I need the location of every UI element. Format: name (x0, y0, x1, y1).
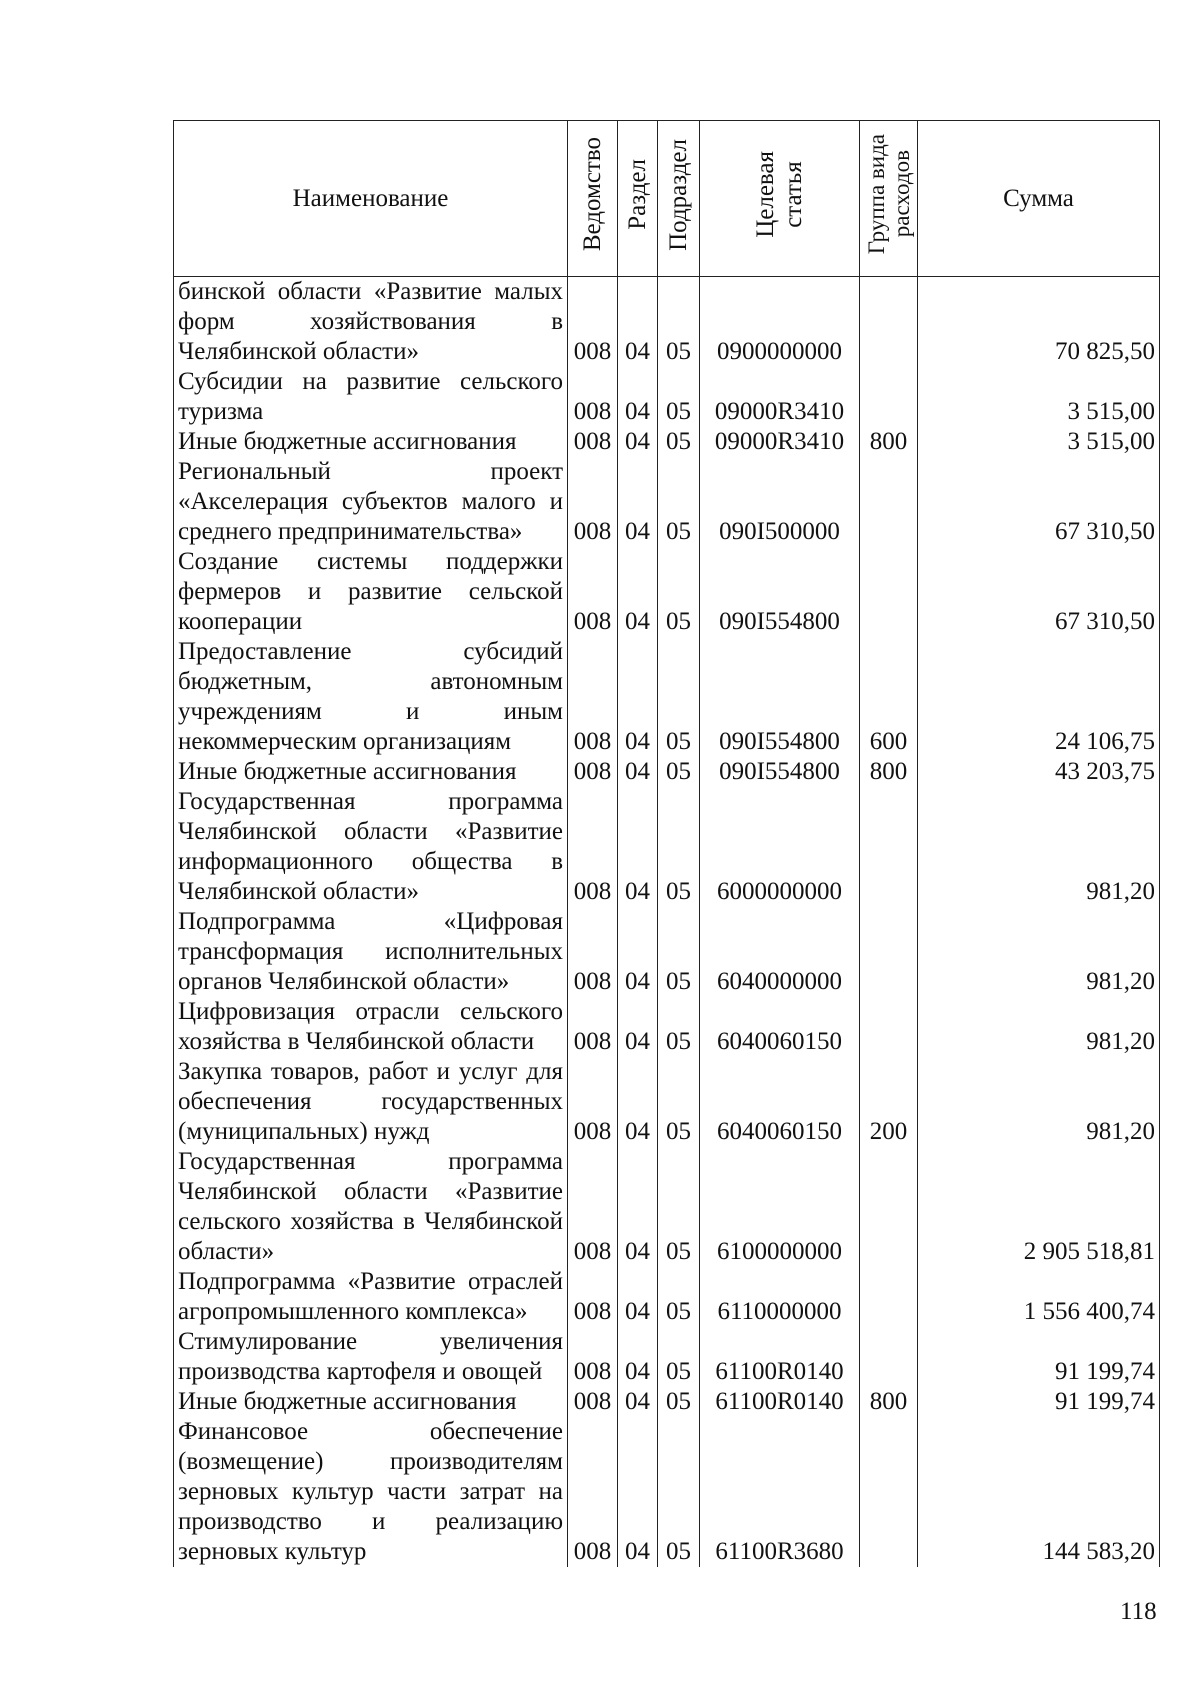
table-row (174, 1327, 1160, 1387)
cell-razdel: 04 (618, 1057, 658, 1147)
cell-target-article: 6100000000 (700, 1147, 860, 1267)
cell-target-article: 61100R0140 (700, 1327, 860, 1387)
cell-name: Подпрограмма «Цифровая трансформация исполнительных органов Челябинской области» (174, 907, 568, 997)
cell-podrazdel: 05 (658, 1387, 700, 1417)
budget-table (173, 120, 1160, 1567)
cell-target-article: 09000R3410 (700, 367, 860, 427)
cell-podrazdel: 05 (658, 1327, 700, 1387)
header-target-article: Целевая статья (700, 121, 860, 277)
cell-vedomstvo: 008 (568, 907, 618, 997)
cell-name: Подпрограмма «Развитие отраслей агропромышленного комплекса» (174, 1267, 568, 1327)
cell-podrazdel: 05 (658, 757, 700, 787)
cell-name: Финансовое обеспечение (возмещение) производителям зерновых культур части затрат на производство и реализацию зерновых культур (174, 1417, 568, 1567)
cell-target-article: 6040000000 (700, 907, 860, 997)
cell-expense-group (860, 1327, 918, 1387)
cell-expense-group (860, 1267, 918, 1327)
cell-podrazdel: 05 (658, 787, 700, 907)
cell-sum: 144 583,20 (918, 1417, 1160, 1567)
cell-sum: 981,20 (918, 997, 1160, 1057)
cell-expense-group: 600 (860, 637, 918, 757)
cell-razdel: 04 (618, 1417, 658, 1567)
cell-razdel: 04 (618, 547, 658, 637)
cell-target-article: 0900000000 (700, 277, 860, 368)
cell-expense-group (860, 787, 918, 907)
cell-vedomstvo: 008 (568, 547, 618, 637)
page-number: 118 (1120, 1598, 1157, 1625)
cell-razdel: 04 (618, 1327, 658, 1387)
cell-target-article: 6040060150 (700, 997, 860, 1057)
cell-podrazdel: 05 (658, 367, 700, 427)
cell-target-article: 090I554800 (700, 547, 860, 637)
cell-expense-group (860, 997, 918, 1057)
cell-sum: 3 515,00 (918, 427, 1160, 457)
cell-razdel: 04 (618, 787, 658, 907)
cell-podrazdel: 05 (658, 1267, 700, 1327)
cell-sum: 91 199,74 (918, 1327, 1160, 1387)
cell-vedomstvo: 008 (568, 367, 618, 427)
cell-name: Иные бюджетные ассигнования (174, 427, 568, 457)
cell-expense-group (860, 907, 918, 997)
table-row (174, 787, 1160, 907)
cell-sum: 3 515,00 (918, 367, 1160, 427)
cell-vedomstvo: 008 (568, 1417, 618, 1567)
cell-expense-group (860, 457, 918, 547)
table-row (174, 1417, 1160, 1567)
cell-expense-group (860, 547, 918, 637)
cell-razdel: 04 (618, 427, 658, 457)
cell-razdel: 04 (618, 277, 658, 368)
cell-expense-group: 800 (860, 757, 918, 787)
cell-name: Создание системы поддержки фермеров и развитие сельской кооперации (174, 547, 568, 637)
cell-name: Иные бюджетные ассигнования (174, 757, 568, 787)
cell-vedomstvo: 008 (568, 787, 618, 907)
cell-name: Цифровизация отрасли сельского хозяйства в Челябинской области (174, 997, 568, 1057)
cell-target-article: 6000000000 (700, 787, 860, 907)
cell-name: Стимулирование увеличения производства картофеля и овощей (174, 1327, 568, 1387)
header-expense-group: Группа вида расходов (860, 121, 918, 277)
cell-razdel: 04 (618, 457, 658, 547)
cell-expense-group: 800 (860, 427, 918, 457)
cell-vedomstvo: 008 (568, 1057, 618, 1147)
cell-sum: 2 905 518,81 (918, 1147, 1160, 1267)
table-row (174, 637, 1160, 757)
table-row (174, 757, 1160, 787)
cell-razdel: 04 (618, 757, 658, 787)
cell-podrazdel: 05 (658, 427, 700, 457)
cell-expense-group (860, 1417, 918, 1567)
cell-target-article: 090I554800 (700, 637, 860, 757)
table-row (174, 457, 1160, 547)
cell-target-article: 61100R3680 (700, 1417, 860, 1567)
cell-podrazdel: 05 (658, 997, 700, 1057)
cell-expense-group: 800 (860, 1387, 918, 1417)
cell-podrazdel: 05 (658, 1057, 700, 1147)
header-sum: Сумма (918, 121, 1160, 277)
table-row (174, 1267, 1160, 1327)
cell-sum: 981,20 (918, 787, 1160, 907)
cell-vedomstvo: 008 (568, 1387, 618, 1417)
cell-sum: 91 199,74 (918, 1387, 1160, 1417)
cell-target-article: 61100R0140 (700, 1387, 860, 1417)
cell-vedomstvo: 008 (568, 637, 618, 757)
cell-name: Субсидии на развитие сельского туризма (174, 367, 568, 427)
table-row (174, 1387, 1160, 1417)
cell-sum: 981,20 (918, 907, 1160, 997)
cell-name: Иные бюджетные ассигнования (174, 1387, 568, 1417)
cell-target-article: 09000R3410 (700, 427, 860, 457)
table-row (174, 547, 1160, 637)
table-row (174, 367, 1160, 427)
table-row (174, 427, 1160, 457)
cell-sum: 1 556 400,74 (918, 1267, 1160, 1327)
cell-sum: 67 310,50 (918, 547, 1160, 637)
table-row (174, 1147, 1160, 1267)
cell-target-article: 6040060150 (700, 1057, 860, 1147)
cell-podrazdel: 05 (658, 277, 700, 368)
cell-vedomstvo: 008 (568, 1327, 618, 1387)
cell-name: бинской области «Развитие малых форм хозяйствования в Челябинской области» (174, 277, 568, 368)
cell-vedomstvo: 008 (568, 427, 618, 457)
header-name: Наименование (174, 121, 568, 277)
cell-razdel: 04 (618, 997, 658, 1057)
cell-razdel: 04 (618, 367, 658, 427)
cell-vedomstvo: 008 (568, 1267, 618, 1327)
cell-name: Закупка товаров, работ и услуг для обеспечения государственных (муниципальных) нужд (174, 1057, 568, 1147)
cell-razdel: 04 (618, 637, 658, 757)
header-razdel: Раздел (618, 121, 658, 277)
cell-name: Государственная программа Челябинской области «Развитие информационного общества в Челябинской области» (174, 787, 568, 907)
cell-expense-group (860, 277, 918, 368)
cell-expense-group: 200 (860, 1057, 918, 1147)
cell-podrazdel: 05 (658, 547, 700, 637)
cell-razdel: 04 (618, 1387, 658, 1417)
table-row (174, 907, 1160, 997)
cell-vedomstvo: 008 (568, 1147, 618, 1267)
cell-razdel: 04 (618, 907, 658, 997)
cell-sum: 70 825,50 (918, 277, 1160, 368)
cell-podrazdel: 05 (658, 457, 700, 547)
table-header-row (174, 121, 1160, 277)
cell-name: Государственная программа Челябинской области «Развитие сельского хозяйства в Челябинской области» (174, 1147, 568, 1267)
header-podrazdel: Подраздел (658, 121, 700, 277)
cell-vedomstvo: 008 (568, 457, 618, 547)
cell-target-article: 090I554800 (700, 757, 860, 787)
cell-vedomstvo: 008 (568, 997, 618, 1057)
cell-expense-group (860, 1147, 918, 1267)
cell-expense-group (860, 367, 918, 427)
table-row (174, 277, 1160, 368)
cell-podrazdel: 05 (658, 1417, 700, 1567)
table-row (174, 997, 1160, 1057)
cell-podrazdel: 05 (658, 637, 700, 757)
cell-sum: 43 203,75 (918, 757, 1160, 787)
cell-sum: 981,20 (918, 1057, 1160, 1147)
cell-target-article: 6110000000 (700, 1267, 860, 1327)
table-row (174, 1057, 1160, 1147)
cell-target-article: 090I500000 (700, 457, 860, 547)
cell-vedomstvo: 008 (568, 757, 618, 787)
cell-razdel: 04 (618, 1267, 658, 1327)
cell-razdel: 04 (618, 1147, 658, 1267)
header-vedomstvo: Ведомство (568, 121, 618, 277)
cell-podrazdel: 05 (658, 907, 700, 997)
cell-podrazdel: 05 (658, 1147, 700, 1267)
cell-sum: 24 106,75 (918, 637, 1160, 757)
cell-vedomstvo: 008 (568, 277, 618, 368)
cell-name: Региональный проект «Акселерация субъектов малого и среднего предпринимательства» (174, 457, 568, 547)
cell-sum: 67 310,50 (918, 457, 1160, 547)
table-body (174, 277, 1160, 1568)
cell-name: Предоставление субсидий бюджетным, автономным учреждениям и иным некоммерческим организациям (174, 637, 568, 757)
